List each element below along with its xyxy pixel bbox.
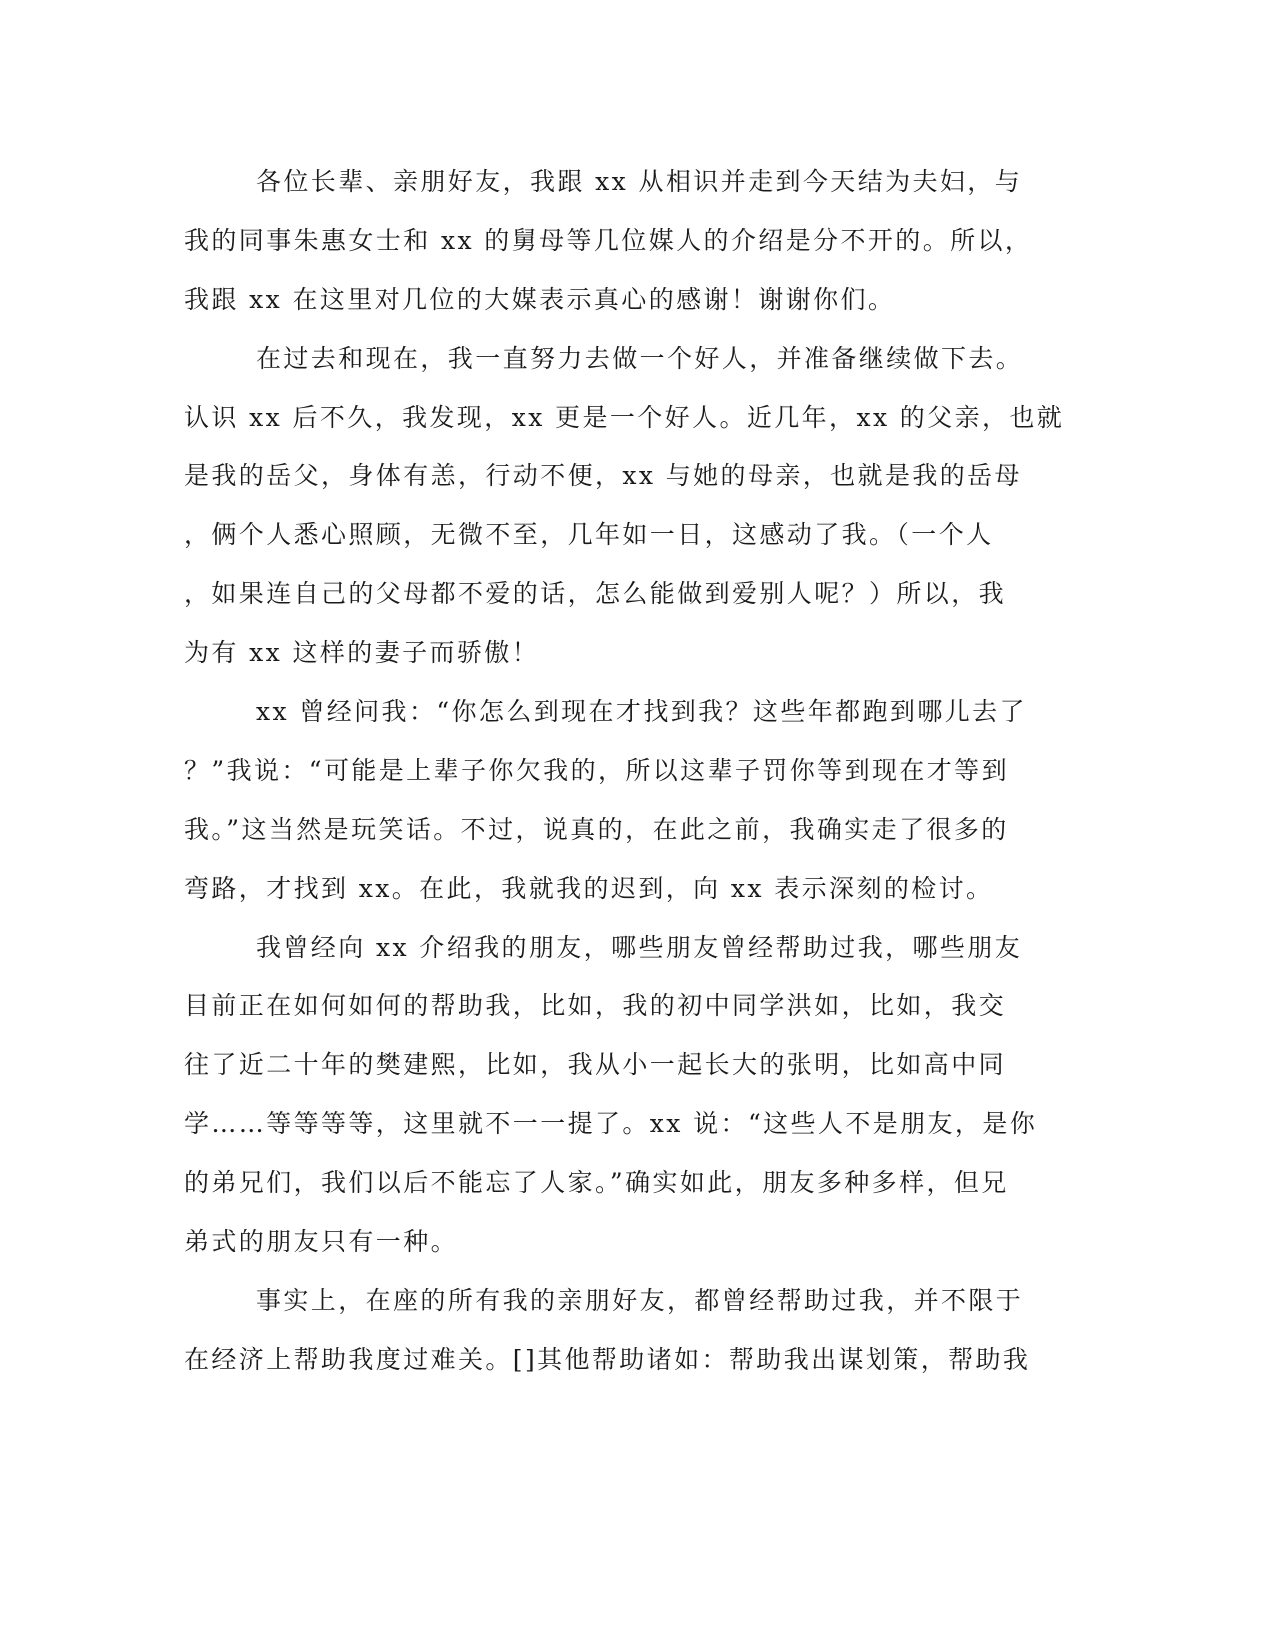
paragraph-line: 在过去和现在，我一直努力去做一个好人，并准备继续做下去。 — [256, 343, 1024, 373]
paragraph-line: 的弟兄们，我们以后不能忘了人家。”确实如此，朋友多种多样，但兄 — [184, 1168, 1009, 1198]
paragraph-line: 在经济上帮助我度过难关。[]其他帮助诸如：帮助我出谋划策，帮助我 — [184, 1344, 1031, 1374]
paragraph-line: 弯路，才找到 xx。在此，我就我的迟到，向 xx 表示深刻的检讨。 — [184, 873, 994, 903]
paragraph-line: ，俩个人悉心照顾，无微不至，几年如一日，这感动了我。（一个人 — [184, 520, 994, 550]
paragraph-line: 各位长辈、亲朋好友，我跟 xx 从相识并走到今天结为夫妇，与 — [256, 167, 1023, 196]
paragraph-line: 事实上，在座的所有我的亲朋好友，都曾经帮助过我，并不限于 — [256, 1285, 1024, 1315]
paragraph-line: ，如果连自己的父母都不爱的话，怎么能做到爱别人呢？）所以，我 — [184, 579, 1007, 609]
paragraph-line: ？”我说：“可能是上辈子你欠我的，所以这辈子罚你等到现在才等到 — [184, 755, 1009, 785]
paragraph-line: 我跟 xx 在这里对几位的大媒表示真心的感谢！谢谢你们。 — [184, 284, 896, 314]
paragraph-line: 我的同事朱惠女士和 xx 的舅母等几位媒人的介绍是分不开的。所以， — [184, 225, 1033, 255]
paragraph-line: 学……等等等等，这里就不一一提了。xx 说：“这些人不是朋友，是你 — [184, 1109, 1038, 1139]
paragraph-line: 是我的岳父，身体有恙，行动不便，xx 与她的母亲，也就是我的岳母 — [184, 461, 1022, 491]
paragraph-line: 为有 xx 这样的妻子而骄傲！ — [184, 638, 540, 668]
paragraph-line: 目前正在如何如何的帮助我，比如，我的初中同学洪如，比如，我交 — [184, 991, 1007, 1021]
paragraph-line: 往了近二十年的樊建熙，比如，我从小一起长大的张明，比如高中同 — [184, 1050, 1007, 1080]
paragraph-line: 我曾经向 xx 介绍我的朋友，哪些朋友曾经帮助过我，哪些朋友 — [256, 932, 1023, 962]
paragraph-line: 认识 xx 后不久，我发现，xx 更是一个好人。近几年，xx 的父亲，也就 — [184, 402, 1065, 432]
document-body — [184, 153, 1064, 1390]
paragraph-line: 弟式的朋友只有一种。 — [184, 1227, 459, 1257]
paragraph-line: xx 曾经问我：“你怎么到现在才找到我？这些年都跑到哪儿去了 — [256, 697, 1027, 727]
paragraph-line: 我。”这当然是玩笑话。不过，说真的，在此之前，我确实走了很多的 — [184, 814, 1009, 844]
